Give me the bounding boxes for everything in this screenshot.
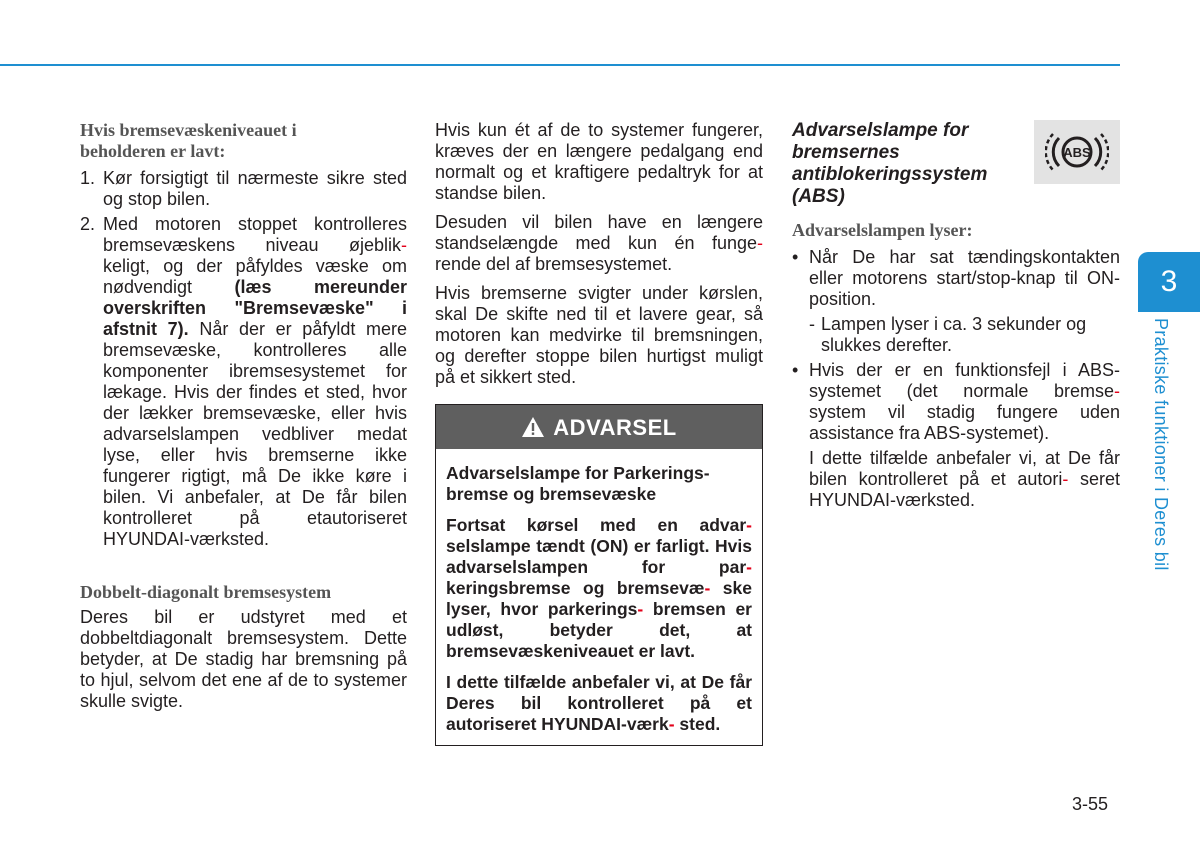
warning-text: Fortsat kørsel med en advar- selslampe tændt (ON) er farligt. Hvis advarselslampen for par- keringsbremse og bremsevæ- ske lyser, hvor parkerings- bremsen er udløst, betyder det, at bremsevæskeniveauet er lavt. (446, 515, 752, 661)
paragraph: I dette tilfælde anbefaler vi, at De får bilen kontrolleret på et autori- seret HYUNDAI-værksted. (809, 448, 1120, 510)
chapter-number-tab: 3 (1138, 252, 1200, 312)
heading-low-fluid: Hvis bremsevæskeniveauet i beholderen er lavt: (80, 120, 297, 161)
list-item: • Når De har sat tændingskontakten eller motorens start/stop-knap til ON-position. (792, 247, 1120, 309)
warning-body (436, 449, 762, 745)
warning-triangle-icon (521, 416, 545, 438)
heading-lamp-on: Advarselslampen lyser: (792, 220, 973, 240)
abs-warning-icon (1034, 120, 1120, 184)
abs-icon-text: ABS (1063, 145, 1091, 160)
paragraph: Deres bil er udstyret med et dobbeltdiagonalt bremsesystem. Dette betyder, at De stadig har bremsning på to hjul, selvom det ene af de to systemer skulle svigte. (80, 607, 407, 711)
warning-header (436, 405, 762, 449)
column-middle (435, 120, 763, 746)
column-right (792, 120, 1120, 511)
chapter-label: Praktiske funktioner i Deres bil (1151, 318, 1171, 571)
paragraph: Hvis bremserne svigter under kørslen, skal De skifte ned til et lavere gear, så motoren kan medvirke til bremsningen, og derefter stoppe bilen hurtigst muligt på et sikkert sted. (435, 283, 763, 387)
top-rule (0, 64, 1120, 66)
bullet-list (792, 247, 1120, 310)
warning-subtitle: Advarselslampe for Parkerings-bremse og bremsevæske (446, 463, 710, 504)
heading-dual-diagonal: Dobbelt-diagonalt bremsesystem (80, 582, 332, 602)
steps-list (80, 168, 407, 550)
list-item: • Hvis der er en funktionsfejl i ABS-systemet (det normale bremse- system vil stadig fungere uden assistance fra ABS-systemet). (792, 360, 1120, 443)
list-item: 1. Kør forsigtigt til nærmeste sikre sted og stop bilen. (80, 168, 407, 209)
section-title: Advarselslampe for bremsernes antiblokeringssystem (ABS) (792, 120, 988, 207)
bullet-list (792, 360, 1120, 444)
page-number: 3-55 (1072, 794, 1109, 814)
paragraph: Desuden vil bilen have en længere standselængde med kun én funge- rende del af bremsesystemet. (435, 212, 763, 274)
column-left (80, 120, 407, 712)
list-item: 2. Med motoren stoppet kontrolleres bremsevæskens niveau øjeblik- keligt, og der påfyldes væske om nødvendigt (læs mereunder overskriften "Bremsevæske" i afstnit 7). Når der er påfyldt mere bremsevæske, kontrolleres alle komponenter ibremsesystemet for lækage. Hvis der findes et sted, hvor der lækker bremsevæske, eller hvis advarselslampen vedbliver medat lyse, eller hvis bremserne ikke fungerer rigtigt, må De ikke køre i bilen. Vi anbefaler, at De får bilen kontrolleret på etautoriseret HYUNDAI-værksted. (80, 214, 408, 549)
warning-box (435, 404, 763, 746)
paragraph: Hvis kun ét af de to systemer fungerer, kræves der en længere pedalgang end normalt og et kraftigere pedaltryk for at standse bilen. (435, 120, 763, 203)
warning-text: I dette tilfælde anbefaler vi, at De får Deres bil kontrolleret på et autoriseret HYUNDAI-værk- sted. (446, 672, 752, 734)
sub-item: - Lampen lyser i ca. 3 sekunder og slukkes derefter. (809, 314, 1087, 355)
warning-title: ADVARSEL (553, 414, 677, 440)
